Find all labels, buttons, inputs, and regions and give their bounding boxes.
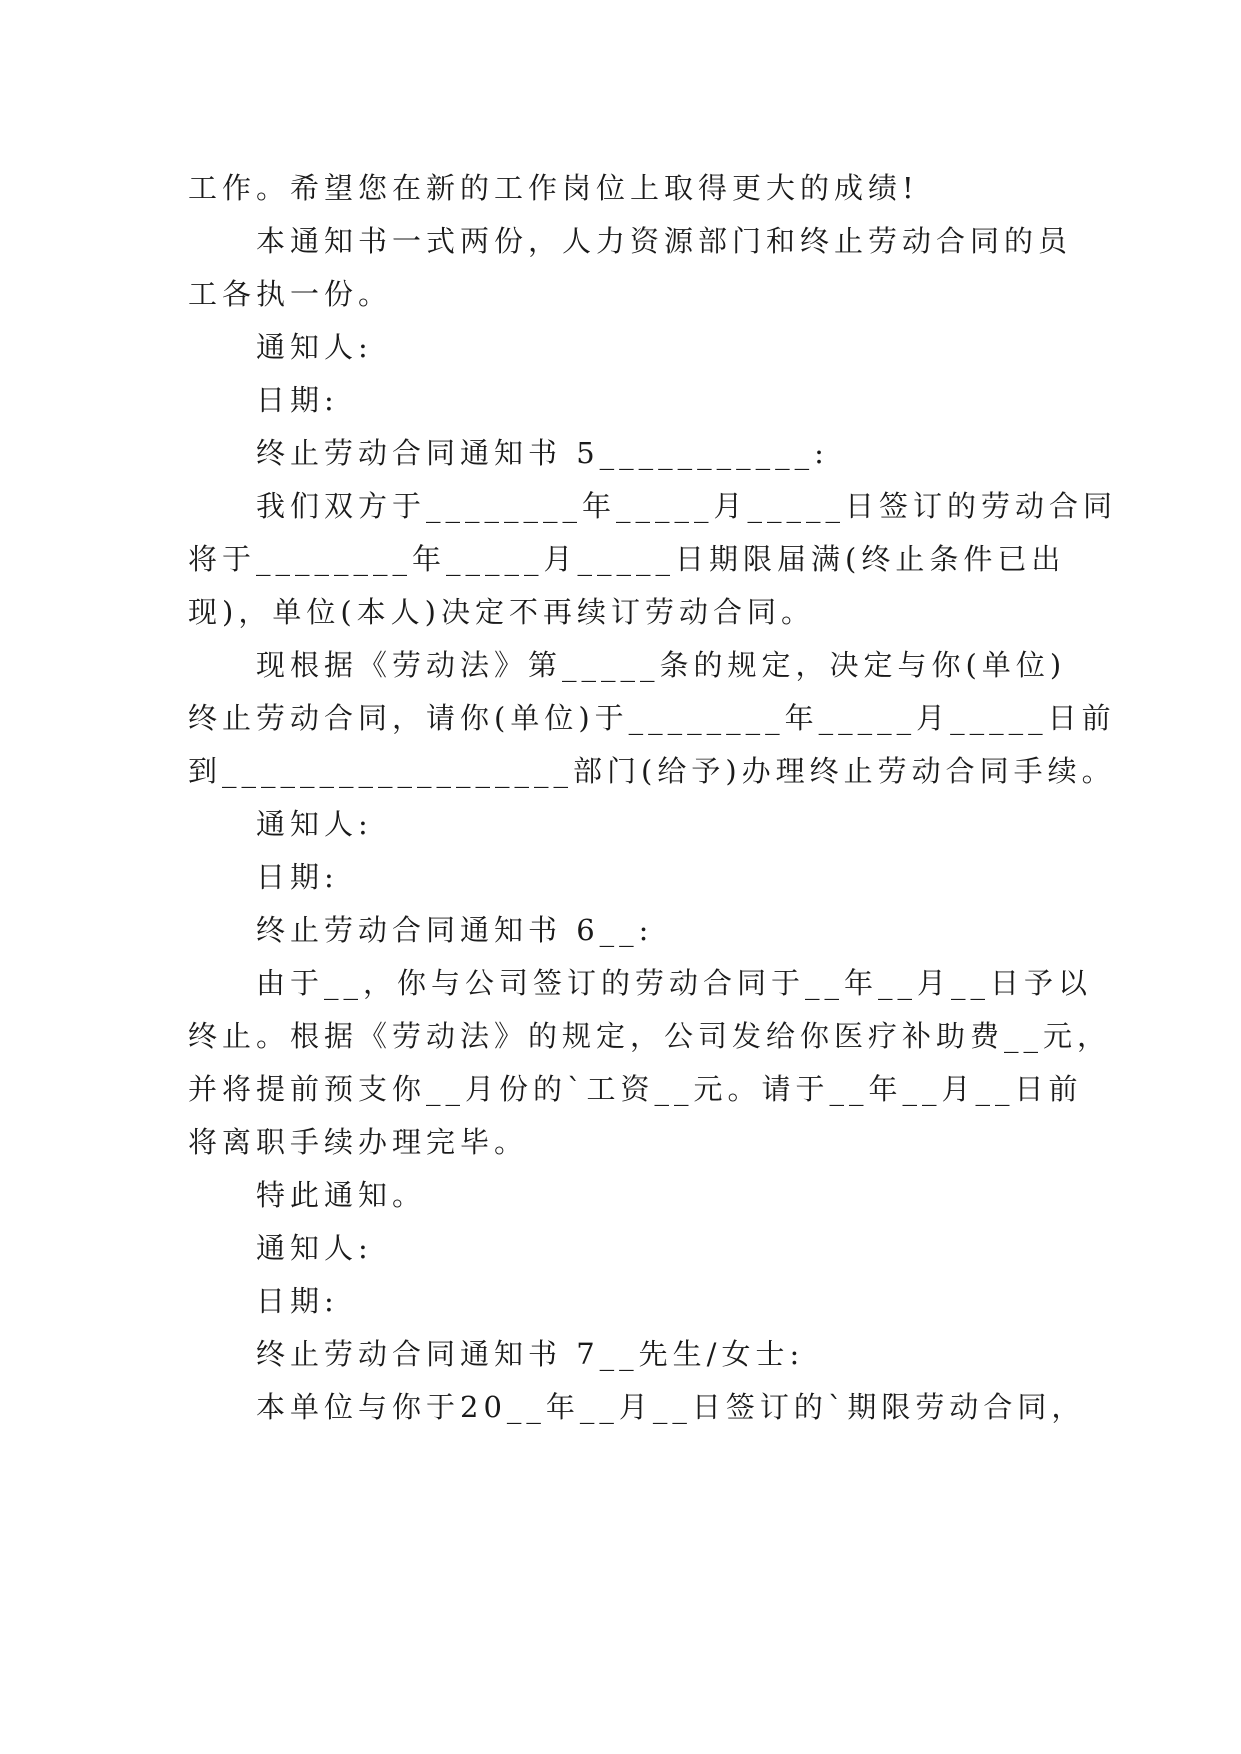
- paragraph-line: 现根据《劳动法》第_____条的规定，决定与你(单位): [256, 648, 1067, 682]
- paragraph-line: 工作。希望您在新的工作岗位上取得更大的成绩!: [188, 171, 919, 205]
- notice-closing: 特此通知。: [256, 1178, 427, 1212]
- paragraph-line: 我们双方于________年_____月_____日签订的劳动合同: [256, 489, 1118, 523]
- date-label: 日期:: [256, 1284, 339, 1318]
- notifier-label: 通知人:: [256, 807, 373, 841]
- notifier-label: 通知人:: [256, 1231, 373, 1265]
- paragraph-line: 本通知书一式两份，人力资源部门和终止劳动合同的员: [256, 224, 1073, 258]
- paragraph-line: 并将提前预支你__月份的`工资__元。请于__年__月__日前: [188, 1072, 1083, 1106]
- paragraph-line: 现)，单位(本人)决定不再续订劳动合同。: [188, 595, 815, 629]
- paragraph-line: 终止。根据《劳动法》的规定，公司发给你医疗补助费__元，: [188, 1019, 1112, 1053]
- paragraph-line: 由于__，你与公司签订的劳动合同于__年__月__日予以: [256, 966, 1093, 1000]
- paragraph-line: 将于________年_____月_____日期限届满(终止条件已出: [188, 542, 1066, 576]
- paragraph-line: 将离职手续办理完毕。: [188, 1125, 529, 1159]
- notice-heading: 终止劳动合同通知书 7__先生/女士:: [256, 1337, 805, 1371]
- notifier-label: 通知人:: [256, 330, 373, 364]
- paragraph-line: 终止劳动合同，请你(单位)于________年_____月_____日前: [188, 701, 1116, 735]
- notice-heading: 终止劳动合同通知书 5___________:: [256, 436, 829, 470]
- paragraph-line: 工各执一份。: [188, 277, 393, 311]
- paragraph-line: 本单位与你于20__年__月__日签订的`期限劳动合同，: [256, 1390, 1086, 1424]
- notice-heading: 终止劳动合同通知书 6__:: [256, 913, 654, 947]
- date-label: 日期:: [256, 383, 339, 417]
- paragraph-line: 到__________________部门(给予)办理终止劳动合同手续。: [188, 754, 1116, 788]
- date-label: 日期:: [256, 860, 339, 894]
